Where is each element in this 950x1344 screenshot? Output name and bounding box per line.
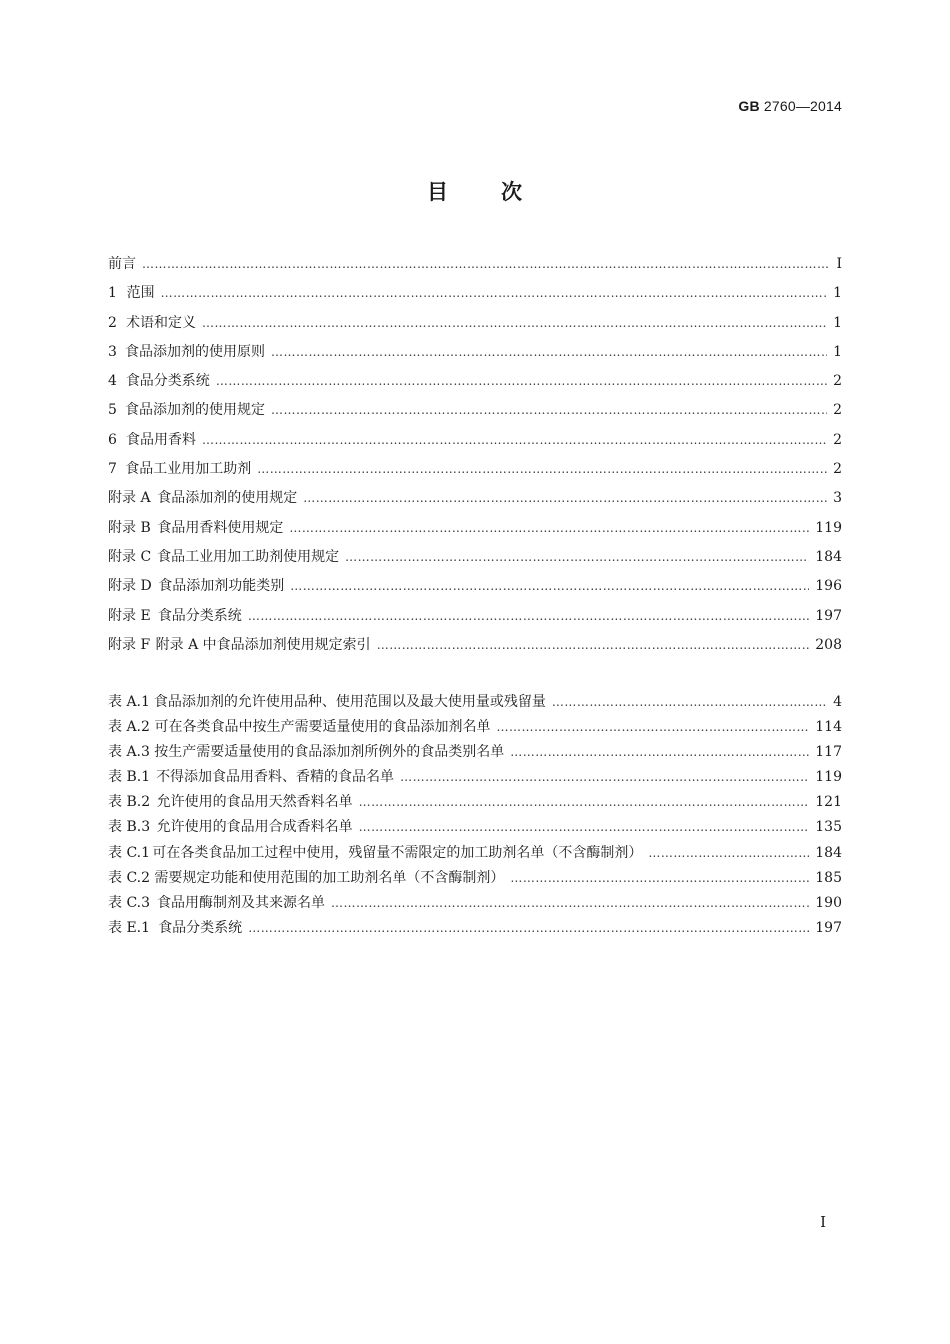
toc-entry-label: 食品工业用加工助剂 <box>125 461 252 478</box>
toc-entry-label: 不得添加食品用香料、香精的食品名单 <box>156 769 395 786</box>
toc-entry-number: 表 C.3 <box>108 894 151 911</box>
toc-leader <box>216 371 827 391</box>
toc-entry-appendix[interactable] <box>108 606 842 635</box>
toc-leader <box>400 767 809 787</box>
toc-entry-page: 208 <box>815 636 842 653</box>
toc-entry-label: 食品添加剂的使用规定 <box>125 402 266 419</box>
toc-entry-label: 允许使用的食品用合成香料名单 <box>156 819 353 836</box>
toc-title <box>0 176 950 206</box>
toc-leader <box>248 918 809 938</box>
toc-entry-page: 197 <box>815 607 842 624</box>
toc-entry-appendix[interactable] <box>108 576 842 605</box>
toc-entry-page: 197 <box>815 919 842 936</box>
toc-entry-number: 附录 A <box>108 490 151 507</box>
toc-entry-page: 3 <box>833 490 842 507</box>
toc-entry-number: 4 <box>108 373 117 390</box>
toc-leader <box>359 817 810 837</box>
toc-entry-label: 食品工业用加工助剂使用规定 <box>157 548 340 565</box>
toc-entry-page: 2 <box>833 402 842 419</box>
toc-entry-page: 1 <box>833 285 842 302</box>
toc-leader <box>377 635 810 655</box>
toc-entry-label: 食品分类系统 <box>158 919 243 936</box>
toc-entry-table[interactable] <box>108 918 842 943</box>
standard-code-number: 2760—2014 <box>763 98 842 114</box>
toc-entry-label: 食品添加剂的使用规定 <box>157 490 298 507</box>
toc-entry-label: 需要规定功能和使用范围的加工助剂名单（不含酶制剂） <box>154 869 505 886</box>
toc-entry-label: 范围 <box>126 285 155 302</box>
toc-entry-table[interactable] <box>108 692 842 717</box>
toc-leader <box>202 313 827 333</box>
toc-entry[interactable] <box>108 342 842 371</box>
toc-entry[interactable] <box>108 400 842 429</box>
toc-entry-number: 表 E.1 <box>108 919 151 936</box>
toc-entry[interactable] <box>108 371 842 400</box>
toc-leader <box>289 518 809 538</box>
toc-entry-number: 附录 F <box>108 636 151 653</box>
toc-entry-page: 190 <box>815 894 842 911</box>
toc-entry-label: 附录 A 中食品添加剂使用规定索引 <box>155 636 371 653</box>
toc-entry-page: 117 <box>815 744 842 761</box>
toc-entry-label: 食品添加剂功能类别 <box>158 578 285 595</box>
toc-entry-number: 附录 C <box>108 548 152 565</box>
toc-entry-page: 2 <box>833 373 842 390</box>
toc-entry-page: 184 <box>815 844 842 861</box>
toc-leader <box>345 547 809 567</box>
toc-entry-page: 119 <box>815 769 842 786</box>
toc-leader <box>510 742 809 762</box>
page-number: Ⅰ <box>820 1213 826 1231</box>
toc-entry-label: 按生产需要适量使用的食品添加剂所例外的食品类别名单 <box>154 744 505 761</box>
toc-leader <box>552 692 827 712</box>
toc-leader <box>496 717 809 737</box>
toc-entry-page: 1 <box>833 343 842 360</box>
toc-entry-number: 7 <box>108 461 117 478</box>
toc-entry-number: 5 <box>108 402 117 419</box>
toc-leader <box>331 893 809 913</box>
toc-entry-table[interactable] <box>108 843 842 868</box>
toc-leader <box>290 576 809 596</box>
toc-entry-label: 可在各类食品中按生产需要适量使用的食品添加剂名单 <box>154 719 491 736</box>
toc-entry-table[interactable] <box>108 767 842 792</box>
toc-leader <box>202 430 827 450</box>
toc-entry-table[interactable] <box>108 893 842 918</box>
toc-entry-label: 食品分类系统 <box>125 373 210 390</box>
toc-entry-page: 2 <box>833 461 842 478</box>
toc-entry-page: 4 <box>833 694 842 710</box>
toc-tables-list <box>108 692 842 943</box>
toc-entry-appendix[interactable] <box>108 488 842 517</box>
standard-code-prefix: GB <box>738 98 760 114</box>
toc-entry-label: 食品用香料 <box>126 431 197 448</box>
toc-entry-number: 表 C.2 <box>108 869 151 886</box>
toc-entry-appendix[interactable] <box>108 518 842 547</box>
toc-entry-label: 允许使用的食品用天然香料名单 <box>156 794 353 811</box>
toc-entry-number: 1 <box>108 285 117 302</box>
toc-title-char: 目 <box>427 180 449 204</box>
toc-entry-number: 附录 D <box>108 578 152 595</box>
toc-entry-page: 114 <box>815 719 842 736</box>
toc-entry-table[interactable] <box>108 817 842 842</box>
toc-leader <box>248 606 809 626</box>
toc-entry-page: 185 <box>815 869 842 886</box>
toc-entry-number: 表 B.3 <box>108 819 151 836</box>
toc-entry-number: 表 C.1 <box>108 844 151 861</box>
toc-entry-label: 食品添加剂的允许使用品种、使用范围以及最大使用量或残留量 <box>153 694 546 710</box>
toc-entry-number: 表 A.3 <box>108 744 150 761</box>
toc-entry-page: 135 <box>815 819 842 836</box>
toc-entry-number: 表 B.2 <box>108 794 151 811</box>
toc-main-list <box>108 254 842 664</box>
toc-entry-table[interactable] <box>108 717 842 742</box>
toc-entry-label: 食品用香料使用规定 <box>157 519 284 536</box>
toc-entry-appendix[interactable] <box>108 635 842 664</box>
toc-entry-label: 食品添加剂的使用原则 <box>125 343 266 360</box>
toc-leader <box>359 792 810 812</box>
toc-title-char: 次 <box>501 180 523 204</box>
toc-leader <box>648 843 809 863</box>
toc-entry[interactable] <box>108 283 842 312</box>
toc-entry-label: 术语和定义 <box>126 314 197 331</box>
toc-entry[interactable] <box>108 430 842 459</box>
standard-code <box>738 98 842 114</box>
toc-leader <box>257 459 827 479</box>
toc-leader <box>142 254 830 274</box>
toc-entry-page: 1 <box>833 314 842 331</box>
toc-entry-appendix[interactable] <box>108 547 842 576</box>
toc-entry-label: 可在各类食品加工过程中使用，残留量不需限定的加工助剂名单（不含酶制剂） <box>152 844 643 861</box>
toc-entry-number: 6 <box>108 431 117 448</box>
toc-entry-page: 2 <box>833 431 842 448</box>
toc-entry-preface[interactable] <box>108 254 842 283</box>
toc-entry-page: 121 <box>815 794 842 811</box>
toc-entry-number: 表 B.1 <box>108 769 151 786</box>
toc-entry-table[interactable] <box>108 742 842 767</box>
toc-entry-table[interactable] <box>108 868 842 893</box>
toc-entry-page: 119 <box>815 519 842 536</box>
toc-entry-number: 2 <box>108 314 117 331</box>
toc-leader <box>303 488 827 508</box>
toc-leader <box>161 283 827 303</box>
toc-entry-page: 196 <box>815 578 842 595</box>
toc-entry[interactable] <box>108 459 842 488</box>
toc-entry-page: Ⅰ <box>836 256 842 272</box>
toc-leader <box>271 342 827 362</box>
toc-leader <box>271 400 827 420</box>
toc-entry-label: 前言 <box>108 256 136 272</box>
toc-entry-number: 表 A.2 <box>108 719 150 736</box>
toc-entry-page: 184 <box>815 548 842 565</box>
toc-entry-number: 3 <box>108 343 117 360</box>
toc-entry-number: 表 A.1 <box>108 694 150 710</box>
toc-entry-number: 附录 B <box>108 519 151 536</box>
toc-entry-number: 附录 E <box>108 607 151 624</box>
toc-entry-label: 食品分类系统 <box>157 607 242 624</box>
toc-entry-label: 食品用酶制剂及其来源名单 <box>156 894 325 911</box>
toc-leader <box>510 868 809 888</box>
toc-entry-table[interactable] <box>108 792 842 817</box>
toc-entry[interactable] <box>108 313 842 342</box>
